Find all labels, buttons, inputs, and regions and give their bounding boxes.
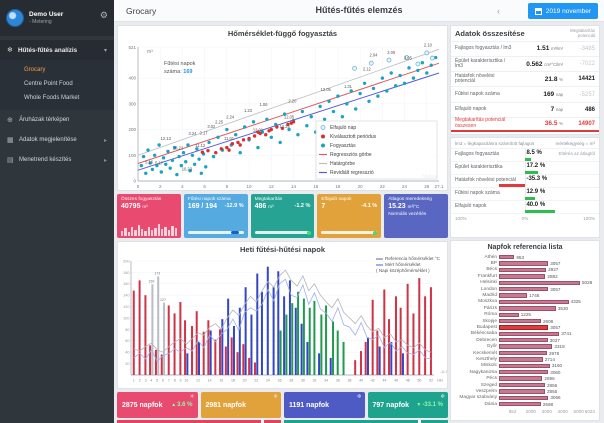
unit-note: lm3 = légkapacitásra számított fajlagos: [455, 141, 535, 146]
page-title: Hűtés-fűtés elemzés: [315, 5, 403, 15]
city-row: Kecskemét 2978: [473, 350, 560, 356]
city-row: Párizs 3530: [483, 305, 569, 311]
kpi-cooling-degree-days-ref: 797 napfok ▼-33.1 % ❄: [368, 392, 449, 418]
svg-text:20: 20: [357, 184, 363, 189]
city-row: Szeged 2856: [480, 382, 558, 388]
svg-text:14: 14: [207, 378, 212, 383]
svg-text:2.24: 2.24: [226, 114, 235, 120]
svg-text:12.01: 12.01: [252, 127, 264, 133]
kpi-note: Normális vezérlés: [388, 212, 427, 217]
svg-text:200: 200: [123, 259, 130, 264]
city-row: Moszkva 4325: [478, 299, 581, 305]
svg-text:12: 12: [268, 184, 274, 189]
svg-text:159: 159: [148, 279, 155, 284]
globe-icon: ⊕: [7, 117, 13, 124]
svg-text:40: 40: [125, 350, 130, 355]
svg-text:3.24: 3.24: [188, 131, 197, 137]
svg-text:16: 16: [219, 378, 224, 383]
city-row: Békéscsaba 3741: [470, 331, 572, 337]
svg-text:400: 400: [128, 75, 136, 81]
reference-list-title: Napfok referencia lista: [487, 244, 563, 251]
city-row: Helsinki 5028: [480, 280, 593, 286]
svg-text:80: 80: [125, 327, 130, 332]
svg-text:6: 6: [203, 184, 206, 189]
svg-text:8: 8: [225, 184, 229, 189]
svg-text:2.12: 2.12: [362, 66, 371, 72]
svg-text:11.01: 11.01: [224, 135, 235, 141]
svg-text:160: 160: [123, 282, 130, 287]
svg-text:27.1: 27.1: [434, 184, 444, 189]
svg-text:50: 50: [417, 378, 422, 383]
reference-list-card: [450, 240, 600, 421]
svg-text:16: 16: [313, 184, 319, 189]
svg-text:1.31: 1.31: [343, 83, 352, 89]
collapse-chevron-icon[interactable]: ‹: [497, 6, 500, 16]
svg-text:26: 26: [277, 378, 282, 383]
svg-text:180: 180: [123, 270, 130, 275]
city-row: Keszthely 2714: [476, 356, 555, 362]
svg-text:12.05: 12.05: [320, 86, 331, 92]
svg-text:10: 10: [184, 378, 189, 383]
city-row: Magyar szabvány 3066: [459, 395, 561, 401]
city-row: Pécs 2696: [486, 376, 555, 382]
chevron-down-icon: ▾: [103, 47, 107, 54]
grid-icon: ▦: [7, 137, 14, 144]
svg-text:36: 36: [335, 378, 340, 383]
city-row: BP 3057: [490, 261, 561, 267]
deviation-row: Fajlagos fogyasztás 8.5 % Eltérés az átlagtól: [451, 148, 599, 161]
svg-text:0: 0: [133, 178, 136, 184]
table-row: Épület karakterisztika / lm3 0.562 cm³°C/lm³ -7022: [451, 56, 599, 71]
chevron-right-icon: ▸: [103, 157, 107, 164]
svg-text:Fűtési napok: Fűtési napok: [164, 61, 196, 67]
svg-text:1: 1: [132, 378, 135, 383]
svg-text:521: 521: [128, 45, 136, 50]
deviation-row: Fűtési napok száma 12.9 %: [451, 187, 599, 200]
svg-text:3.05: 3.05: [403, 55, 412, 61]
date-picker-button[interactable]: 2019 november: [528, 3, 598, 19]
deviation-card: [450, 137, 600, 238]
table-row: Fűtési napok száma 169 nap -5257: [451, 86, 599, 101]
sidebar-item-schedule[interactable]: ▤ Menetrend készítés ▸: [7, 157, 107, 164]
svg-text:Hét: Hét: [437, 378, 443, 383]
svg-text:52: 52: [429, 378, 434, 383]
svg-text:12.05: 12.05: [283, 114, 295, 120]
svg-text:Elfajuló nap: Elfajuló nap: [330, 125, 357, 131]
svg-text:40: 40: [359, 378, 364, 383]
deviation-note: Eltérés az átlagtól: [558, 151, 595, 156]
svg-text:0: 0: [136, 184, 140, 189]
svg-text:200: 200: [128, 127, 136, 133]
svg-text:1.06: 1.06: [259, 101, 268, 107]
svg-text:30: 30: [300, 378, 305, 383]
svg-text:2.05: 2.05: [387, 49, 396, 55]
store-breadcrumb: Grocary: [126, 6, 157, 16]
city-row: Róma 1225: [484, 312, 531, 318]
mini-bar-sparkline: [121, 223, 177, 236]
deviation-row: Hatásfok növelési potenciál -35.3 %: [451, 174, 599, 187]
svg-text:11.12: 11.12: [195, 143, 206, 149]
city-row: Győr 3318: [486, 344, 565, 350]
kpi-heating-degree-days-ref: 2981 napfok ☀: [201, 392, 282, 418]
svg-text:6: 6: [162, 378, 165, 383]
table-row: Elfajuló napok 7 nap 486: [451, 102, 599, 117]
table-row-total: Megtakarítás potenciál összesen 36.5 % 14907: [451, 117, 599, 132]
svg-text:4: 4: [150, 378, 153, 383]
svg-text:1.23: 1.23: [243, 108, 252, 114]
sidebar-item-data-display[interactable]: ▦ Adatok megjelenítése ▸: [7, 137, 107, 144]
sun-icon: ☀: [273, 394, 278, 400]
degree-day-kpi-row: [117, 392, 448, 418]
city-row: Debrecen 3027: [476, 337, 560, 343]
city-row: Budapest 3057: [476, 324, 561, 330]
progress-bar: [188, 231, 244, 234]
chevron-right-icon: ▸: [103, 137, 107, 144]
svg-text:m³: m³: [147, 49, 153, 55]
user-block: [0, 0, 114, 36]
svg-text:3: 3: [144, 378, 147, 383]
svg-text:20: 20: [242, 378, 247, 383]
city-row: Veszprém 2855: [475, 388, 558, 394]
svg-text:22: 22: [379, 184, 385, 189]
city-row: Madrid 1745: [482, 293, 540, 299]
svg-text:10.22: 10.22: [172, 145, 184, 151]
svg-text:5: 5: [156, 378, 159, 383]
kpi-row: [117, 194, 448, 238]
svg-text:140: 140: [123, 293, 130, 298]
svg-text:18: 18: [231, 378, 235, 383]
svg-text:10: 10: [246, 184, 252, 189]
city-row: Frankfurt 2882: [477, 273, 558, 279]
svg-text:24: 24: [402, 184, 408, 189]
svg-text:-11.9: -11.9: [440, 370, 447, 374]
progress-bar: [255, 231, 311, 234]
svg-text:7: 7: [167, 378, 170, 383]
svg-text:9: 9: [179, 378, 182, 383]
svg-text:5.17: 5.17: [155, 160, 164, 166]
svg-text:300: 300: [128, 101, 136, 107]
svg-text:20: 20: [125, 362, 130, 366]
sun-icon: ☀: [189, 394, 195, 400]
svg-text:24: 24: [265, 378, 270, 383]
svg-text:Kiválasztott periódus: Kiválasztott periódus: [330, 134, 377, 140]
sidebar-item-label: Hűtés-fűtés analízis: [18, 46, 78, 54]
scatter-chart-title: Hőmérséklet-függő fogyasztás: [227, 29, 338, 38]
city-row: Dánia 2598: [484, 401, 554, 407]
user-subtitle: ◦ Metering: [29, 18, 52, 25]
svg-text:2.20: 2.20: [288, 98, 297, 104]
progress-bar: [321, 231, 377, 234]
svg-text:127: 127: [160, 297, 167, 302]
city-chart-axis: 852 2000 3000 4000 5000 6024: [508, 409, 595, 415]
svg-text:száma: 169: száma: 169: [164, 69, 193, 75]
svg-text:12.13: 12.13: [160, 135, 171, 141]
sidebar-item-centre-point-food[interactable]: Centre Point Food: [24, 81, 73, 87]
deviation-row: Épület karakterisztika 17.2 %: [451, 161, 599, 174]
user-name: Demo User: [29, 11, 64, 19]
summary-card: [450, 25, 600, 135]
city-bar-chart: [451, 254, 599, 407]
svg-text:4: 4: [181, 184, 184, 189]
svg-text:2.10: 2.10: [423, 42, 432, 48]
kpi-cooling-degree-days: 1191 napfok ❄: [284, 392, 365, 418]
svg-text:26: 26: [424, 184, 430, 189]
sidebar-item-analysis[interactable]: [0, 40, 114, 60]
kpi-degenerate-days: Elfajuló napok 7 -4.1 %: [317, 194, 381, 238]
sidebar: [0, 0, 114, 423]
svg-text:48: 48: [405, 378, 410, 383]
summary-title: Adatok összesítése: [455, 29, 525, 38]
scatter-chart: [118, 39, 447, 189]
table-row: Hatásfok növelési potenciál 21.8 % 14421: [451, 71, 599, 86]
weekly-chart-title: Heti fűtési-hűtési napok: [239, 245, 325, 254]
deviation-row: Elfajuló napok 40.0 %: [451, 200, 599, 213]
scatter-chart-card: [117, 25, 448, 191]
svg-text:28: 28: [289, 378, 294, 383]
snowflake-icon: ❄: [356, 394, 362, 400]
gear-icon[interactable]: ⚙: [99, 10, 108, 20]
deviation-scale: 100% 0% 100%: [451, 213, 599, 222]
city-row: Bécs 2927: [486, 267, 559, 273]
svg-text:34: 34: [324, 378, 329, 383]
table-row: Fajlagos fogyasztás / lm3 1.51 m³/lm³ -3485: [451, 41, 599, 56]
svg-text:22: 22: [254, 378, 259, 383]
store-submenu: [0, 60, 114, 110]
svg-text:32: 32: [312, 378, 317, 383]
svg-text:2.04: 2.04: [369, 52, 378, 58]
kpi-savings: Megtakarítás 486 m³ -1.2 %: [251, 194, 315, 238]
svg-text:3.02: 3.02: [207, 123, 216, 129]
city-row: Nagykanizsa 3060: [469, 369, 561, 375]
snowflake-icon: ❄: [440, 394, 445, 400]
svg-text:46: 46: [394, 378, 399, 383]
svg-text:100: 100: [128, 152, 136, 158]
svg-text:12: 12: [196, 378, 200, 383]
sidebar-item-grocary[interactable]: Grocary: [24, 67, 46, 73]
svg-text:14: 14: [290, 184, 297, 189]
sidebar-item-stores-map[interactable]: ⊕ Áruházak térképen: [7, 117, 70, 124]
kpi-average-slope: Átlagos meredekség 15.23 m³/°C Normális vezérlés: [384, 194, 448, 238]
svg-text:18: 18: [335, 184, 341, 189]
user-avatar: [6, 9, 24, 27]
svg-text:Revidiált regresszió: Revidiált regresszió: [330, 170, 374, 176]
unit-note-right: mértékegység = m³: [555, 141, 595, 146]
sidebar-item-whole-foods-market[interactable]: Whole Foods Market: [24, 95, 80, 101]
svg-text:12.25: 12.25: [279, 123, 290, 129]
city-row: Athén 953: [484, 254, 525, 260]
kpi-heating-days: Fűtési napok száma 169 / 194 -12.9 %: [184, 194, 248, 238]
svg-text:120: 120: [123, 305, 130, 309]
svg-text:Regressziós görbe: Regressziós görbe: [330, 152, 372, 158]
calendar-list-icon: ▤: [7, 157, 14, 164]
svg-text:2: 2: [138, 378, 141, 383]
city-row: Miskolc 3160: [481, 363, 563, 369]
svg-text:38: 38: [347, 378, 352, 383]
svg-text:60: 60: [125, 339, 130, 344]
weekly-chart-card: [117, 241, 448, 389]
svg-text:2.25: 2.25: [215, 119, 224, 125]
svg-text:8: 8: [173, 378, 176, 383]
svg-text:10.23: 10.23: [181, 166, 192, 172]
svg-text:Fogyasztás: Fogyasztás: [330, 143, 356, 149]
kpi-heating-degree-days: 2875 napfok ▲3.6 % ☀: [117, 392, 198, 418]
summary-column-header: Megtakarítás potenciál: [570, 28, 595, 38]
svg-text:44: 44: [382, 378, 387, 383]
svg-text:100: 100: [123, 316, 130, 321]
svg-text:2: 2: [158, 184, 162, 189]
kpi-total-consumption: Összes fogyasztás 40795 m³: [117, 194, 181, 238]
city-row: London 3057: [480, 286, 561, 292]
city-row: Skopje 2608: [482, 318, 554, 324]
calendar-icon: [535, 8, 542, 15]
snowflake-icon: ❄: [7, 47, 13, 54]
svg-text:3.17: 3.17: [199, 130, 208, 136]
top-header: [114, 0, 604, 22]
svg-text:42: 42: [370, 378, 375, 383]
weekly-chart-legend: Referencia hőmérséklet °C Mért hőmérséklet ( Napi középhőmérséklet ): [374, 255, 442, 276]
svg-text:173: 173: [154, 271, 161, 276]
svg-text:Határgörbe: Határgörbe: [330, 161, 356, 167]
svg-text:5.16: 5.16: [145, 159, 154, 165]
